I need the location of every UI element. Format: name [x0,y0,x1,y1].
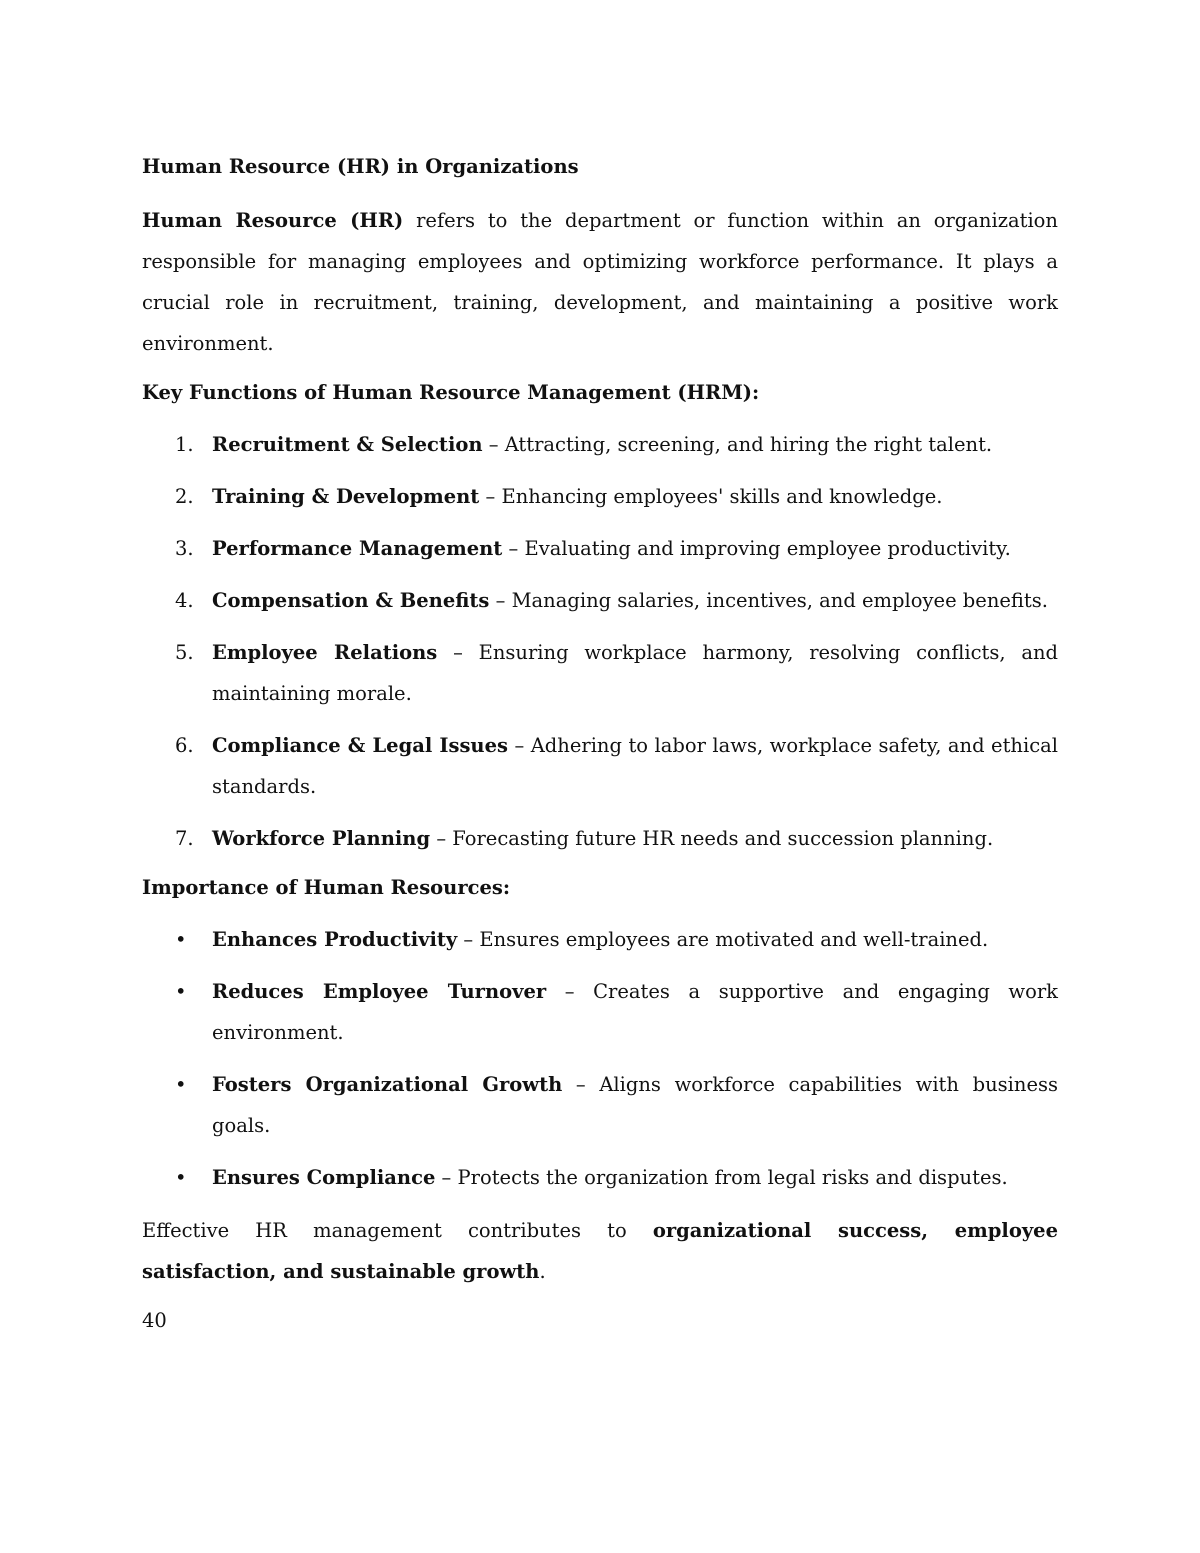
list-item-term: Training & Development [212,485,480,508]
bullet-icon: • [175,1073,187,1096]
list-number: 3. [175,537,194,560]
functions-list [142,424,1058,859]
document-title: Human Resource (HR) in Organizations [142,155,579,178]
list-item [142,818,1058,859]
conclusion-paragraph [142,1210,1058,1292]
list-item [142,528,1058,569]
list-number: 6. [175,734,194,757]
list-item [142,580,1058,621]
list-item-term: Ensures Compliance [212,1166,436,1189]
bullet-icon: • [175,928,187,951]
list-item-term: Compliance & Legal Issues [212,734,508,757]
conclusion-emphasis: organizational success, employee satisfaction, and sustainable growth [142,1219,1058,1283]
intro-text: refers to the department or function within an organization responsible for managing employees and optimizing workforce performance. It plays a crucial role in recruitment, training, development, and maintaining a positive work environment. [142,209,1058,355]
importance-heading: Importance of Human Resources: [142,876,511,899]
list-item [142,1064,1058,1146]
list-item [142,424,1058,465]
document-page [142,150,1058,1358]
conclusion-end: . [539,1260,546,1283]
list-number: 1. [175,433,194,456]
list-item-term: Workforce Planning [212,827,431,850]
list-item [142,971,1058,1053]
list-item-text: – Ensures employees are motivated and well-trained. [457,928,989,951]
intro-term: Human Resource (HR) [142,209,404,232]
list-item-term: Reduces Employee Turnover [212,980,547,1003]
list-item-text: – Protects the organization from legal risks and disputes. [435,1166,1008,1189]
list-item-text: – Aligns workforce capabilities with business goals. [212,1073,1058,1137]
list-item [142,476,1058,517]
list-number: 7. [175,827,194,850]
list-item [142,1157,1058,1198]
list-item-text: – Managing salaries, incentives, and employee benefits. [489,589,1048,612]
list-item-term: Enhances Productivity [212,928,458,951]
list-item-term: Fosters Organizational Growth [212,1073,563,1096]
conclusion-lead: Effective HR management contributes to [142,1219,653,1242]
list-number: 4. [175,589,194,612]
list-item-text: – Creates a supportive and engaging work environment. [212,980,1058,1044]
list-item [142,632,1058,714]
list-item [142,725,1058,807]
list-item [142,919,1058,960]
list-item-text: – Evaluating and improving employee productivity. [502,537,1011,560]
list-item-term: Recruitment & Selection [212,433,483,456]
functions-heading: Key Functions of Human Resource Management (HRM): [142,381,760,404]
list-item-term: Performance Management [212,537,503,560]
importance-list [142,919,1058,1198]
list-number: 5. [175,641,194,664]
bullet-icon: • [175,980,187,1003]
list-item-text: – Ensuring workplace harmony, resolving conflicts, and maintaining morale. [212,641,1058,705]
list-item-term: Compensation & Benefits [212,589,490,612]
list-item-text: – Attracting, screening, and hiring the right talent. [482,433,993,456]
list-item-text: – Adhering to labor laws, workplace safety, and ethical standards. [212,734,1058,798]
list-number: 2. [175,485,194,508]
list-item-text: – Forecasting future HR needs and succession planning. [430,827,994,850]
page-number: 40 [142,1309,167,1332]
list-item-term: Employee Relations [212,641,438,664]
intro-paragraph [142,200,1058,364]
list-item-text: – Enhancing employees' skills and knowledge. [479,485,943,508]
bullet-icon: • [175,1166,187,1189]
